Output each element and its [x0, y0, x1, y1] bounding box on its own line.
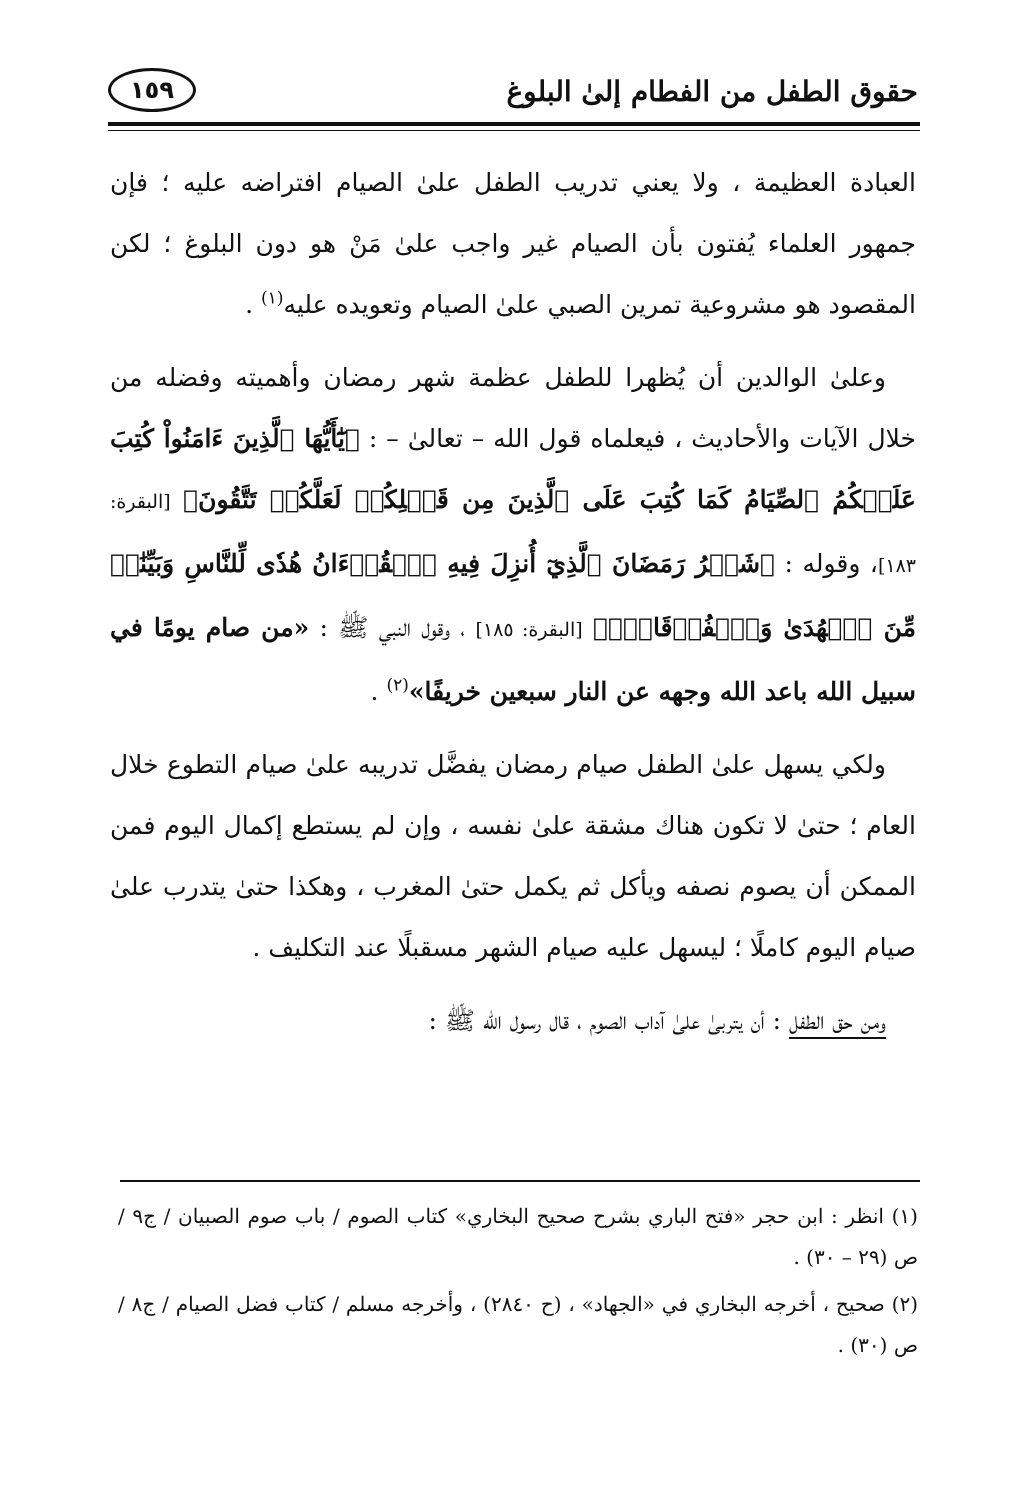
paragraph-2-mid: ، وقوله : — [784, 549, 878, 578]
paragraph-1-text: العبادة العظيمة ، ولا يعني تدريب الطفل علىٰ الصيام افتراضه عليه ؛ فإن جمهور العلماء يُفتون بأن الصيام غير واجب علىٰ مَنْ هو دون البلوغ ؛ لكن المقصود هو مشروعية تمرين الصبي علىٰ الصيام وتعويده عليه — [110, 168, 916, 319]
paragraph-1-end: . — [245, 290, 254, 319]
book-title: حقوق الطفل من الفطام إلىٰ البلوغ — [506, 75, 918, 108]
prophet-intro: ، وقول النبي ﷺ : — [319, 613, 466, 642]
section-heading: ومن حق الطفل — [789, 1006, 886, 1035]
paragraph-4-text: : أن يتربىٰ علىٰ آداب الصوم ، قال رسول الله ﷺ : — [428, 1006, 782, 1035]
paragraph-2 — [110, 347, 916, 722]
footnote-separator — [120, 1180, 920, 1182]
paragraph-3-text: ولكي يسهل علىٰ الطفل صيام رمضان يفضَّل تدريبه علىٰ صيام التطوع خلال العام ؛ حتىٰ لا تكون هناك مشقة علىٰ نفسه ، وإن لم يستطع إكمال اليوم فمن الممكن أن يصوم نصفه ويأكل ثم يكمل حتىٰ المغرب ، وهكذا حتىٰ يتدرب علىٰ صيام اليوم كاملًا ؛ ليسهل عليه صيام الشهر مسقبلًا عند التكليف . — [110, 750, 916, 962]
footnote-marker-1: (١) — [261, 288, 284, 309]
header-rule-thin — [108, 130, 920, 131]
quran-verse-1: ﴿يَٰٓأَيُّهَا ٱلَّذِينَ ءَامَنُواْ كُتِبَ عَلَيۡكُمُ ٱلصِّيَامُ كَمَا كُتِبَ عَلَى ٱلَّذِينَ مِن قَبۡلِكُمۡ لَعَلَّكُمۡ تَتَّقُونَ﴾ — [110, 424, 916, 514]
paragraph-2-end: . — [370, 677, 379, 706]
header-rule-thick — [108, 122, 920, 126]
paragraph-3 — [110, 734, 916, 978]
paragraph-1 — [110, 152, 916, 335]
paragraph-2-intro: وعلىٰ الوالدين أن يُظهرا للطفل عظمة شهر رمضان وأهميته وفضله من خلال الآيات والأحاديث ، فيعلماه قول الله – تعالىٰ – : — [110, 363, 916, 453]
footnote-1: (١) انظر : ابن حجر «فتح الباري بشرح صحيح البخاري» كتاب الصوم / باب صوم الصبيان / ج٩ / ص (٢٩ – ٣٠) . — [118, 1204, 918, 1269]
verse-reference-2: [البقرة: ١٨٥] — [475, 619, 583, 641]
footnote-marker-2: (٢) — [386, 675, 409, 696]
paragraph-4 — [110, 990, 916, 1051]
quran-verse-2: ﴿شَهۡرُ رَمَضَانَ ٱلَّذِيٓ أُنزِلَ فِيهِ ٱلۡقُرۡءَانُ هُدٗى لِّلنَّاسِ وَبَيِّنَٰتٖ مِّنَ ٱلۡهُدَىٰ وَٱلۡفُرۡقَانِۚ﴾ — [110, 549, 917, 642]
footnote-2: (٢) صحيح ، أخرجه البخاري في «الجهاد» ، (ح ٢٨٤٠) ، وأخرجه مسلم / كتاب فضل الصيام / ج٨ / ص (٣٠) . — [118, 1292, 918, 1357]
page-header — [108, 66, 918, 128]
verse-reference-1: [البقرة: ١٨٣] — [110, 491, 916, 577]
main-text — [110, 152, 916, 1063]
footnotes — [118, 1196, 918, 1372]
page-number: ١٥٩ — [108, 68, 196, 112]
hadith-text: «من صام يومًا في سبيل الله باعد الله وجهه عن النار سبعين خريفًا» — [110, 613, 916, 706]
